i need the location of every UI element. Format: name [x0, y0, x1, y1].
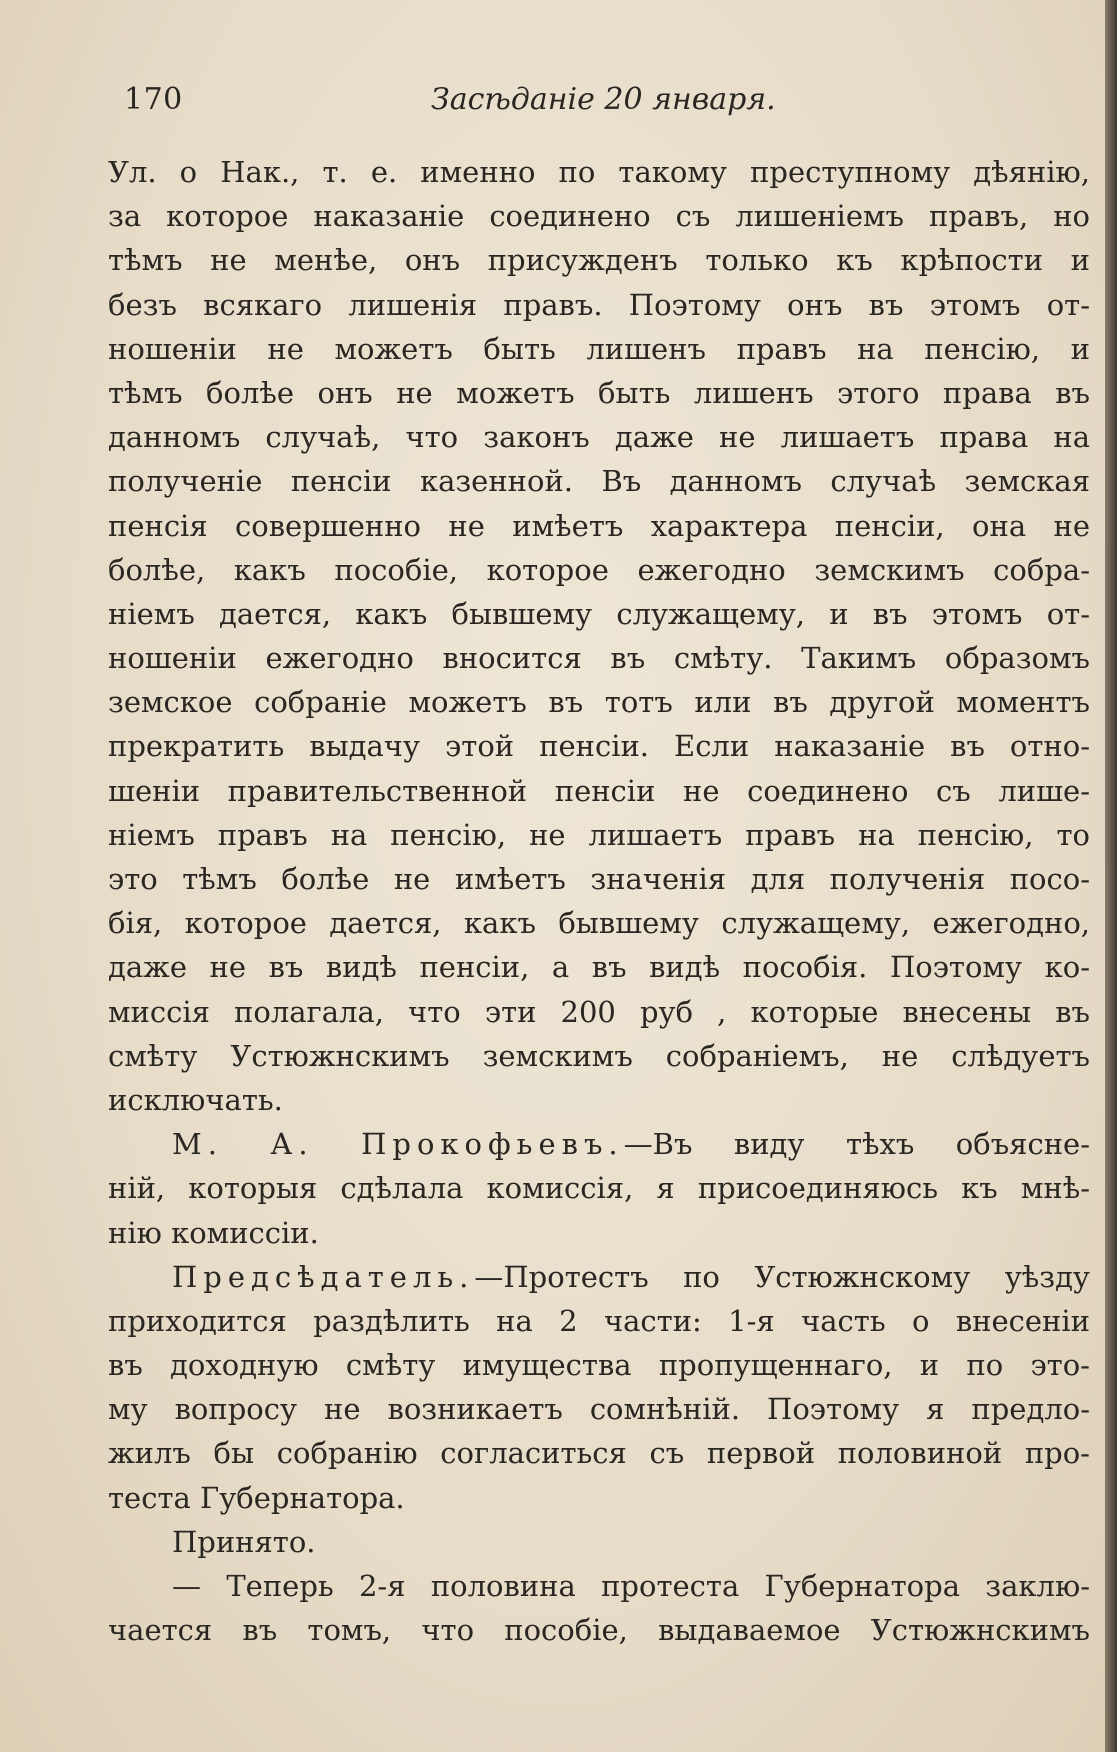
text-line: миссія полагала, что эти 200 руб , которые внесены въ [108, 994, 1090, 1029]
text-line: исключать. [108, 1082, 283, 1117]
accepted-line: Принято. [172, 1524, 316, 1559]
text-line: болѣе, какъ пособіе, которое ежегодно земскимъ собра- [108, 552, 1090, 587]
text-line: ніемъ дается, какъ бывшему служащему, и въ этомъ от- [108, 596, 1090, 631]
speech-line: теста Губернатора. [108, 1480, 405, 1515]
text-line: тѣмъ не менѣе, онъ присужденъ только къ крѣпости и [108, 243, 1090, 278]
text-line: пенсія совершенно не имѣетъ характера пенсіи, она не [108, 508, 1090, 543]
text-line: шеніи правительственной пенсіи не соединено съ лише- [108, 773, 1090, 808]
text-line: данномъ случаѣ, что законъ даже не лишаетъ права на [108, 420, 1090, 455]
speech-line: му вопросу не возникаетъ сомнѣній. Поэтому я предло- [108, 1392, 1090, 1427]
speech-line: приходится раздѣлить на 2 части: 1-я часть о внесеніи [108, 1303, 1090, 1338]
speech-text: —Протестъ по Устюжнскому уѣзду [474, 1259, 1090, 1294]
page-body [108, 150, 1090, 1652]
text-line: ношеніи ежегодно вносится въ смѣту. Такимъ образомъ [108, 641, 1090, 676]
page-edge-shadow [1105, 0, 1117, 1752]
text-line: земское собраніе можетъ въ тотъ или въ другой моментъ [108, 685, 1090, 720]
text-line: прекратить выдачу этой пенсіи. Если наказаніе въ отно- [108, 729, 1090, 764]
speaker-name: Предсѣдатель. [172, 1259, 475, 1294]
speech-line: нію комиссіи. [108, 1215, 319, 1250]
text-line: даже не въ видѣ пенсіи, а въ видѣ пособія. Поэтому ко- [108, 950, 1090, 985]
page-header [124, 82, 1084, 122]
page-number: 170 [124, 82, 183, 117]
text-line: чается въ томъ, что пособіе, выдаваемое Устюжнскимъ [108, 1613, 1090, 1648]
speech-line [108, 1255, 1090, 1299]
text-line: смѣту Устюжнскимъ земскимъ собраніемъ, не слѣдуетъ [108, 1038, 1090, 1073]
text-line: тѣмъ болѣе онъ не можетъ быть лишенъ этого права въ [108, 375, 1090, 410]
text-line: ніемъ правъ на пенсію, не лишаетъ правъ на пенсію, то [108, 817, 1090, 852]
text-line: — Теперь 2-я половина протеста Губернатора заклю- [172, 1569, 1090, 1603]
text-line: бія, которое дается, какъ бывшему служащему, ежегодно, [108, 906, 1090, 941]
speech-text: —Въ виду тѣхъ объясне- [623, 1127, 1090, 1162]
speech-line [108, 1122, 1090, 1166]
speech-line: жилъ бы собранію согласиться съ первой половиной про- [108, 1436, 1090, 1471]
text-line: за которое наказаніе соединено съ лишеніемъ правъ, но [108, 199, 1090, 234]
text-line: безъ всякаго лишенія правъ. Поэтому онъ въ этомъ от- [108, 287, 1090, 322]
speech-line: въ доходную смѣту имущества пропущеннаго, и по это- [108, 1348, 1090, 1383]
text-line: Ул. о Нак., т. е. именно по такому преступному дѣянію, [108, 155, 1090, 189]
text-line: полученіе пенсіи казенной. Въ данномъ случаѣ земская [108, 464, 1090, 499]
text-line: ношеніи не можетъ быть лишенъ правъ на пенсію, и [108, 331, 1090, 366]
text-line: это тѣмъ болѣе не имѣетъ значенія для полученія посо- [108, 862, 1090, 896]
running-head: Засѣданіе 20 января. [431, 82, 776, 117]
speech-line: ній, которыя сдѣлала комиссія, я присоединяюсь къ мнѣ- [108, 1171, 1090, 1206]
speaker-name: М. А. Прокофьевъ. [172, 1127, 624, 1162]
